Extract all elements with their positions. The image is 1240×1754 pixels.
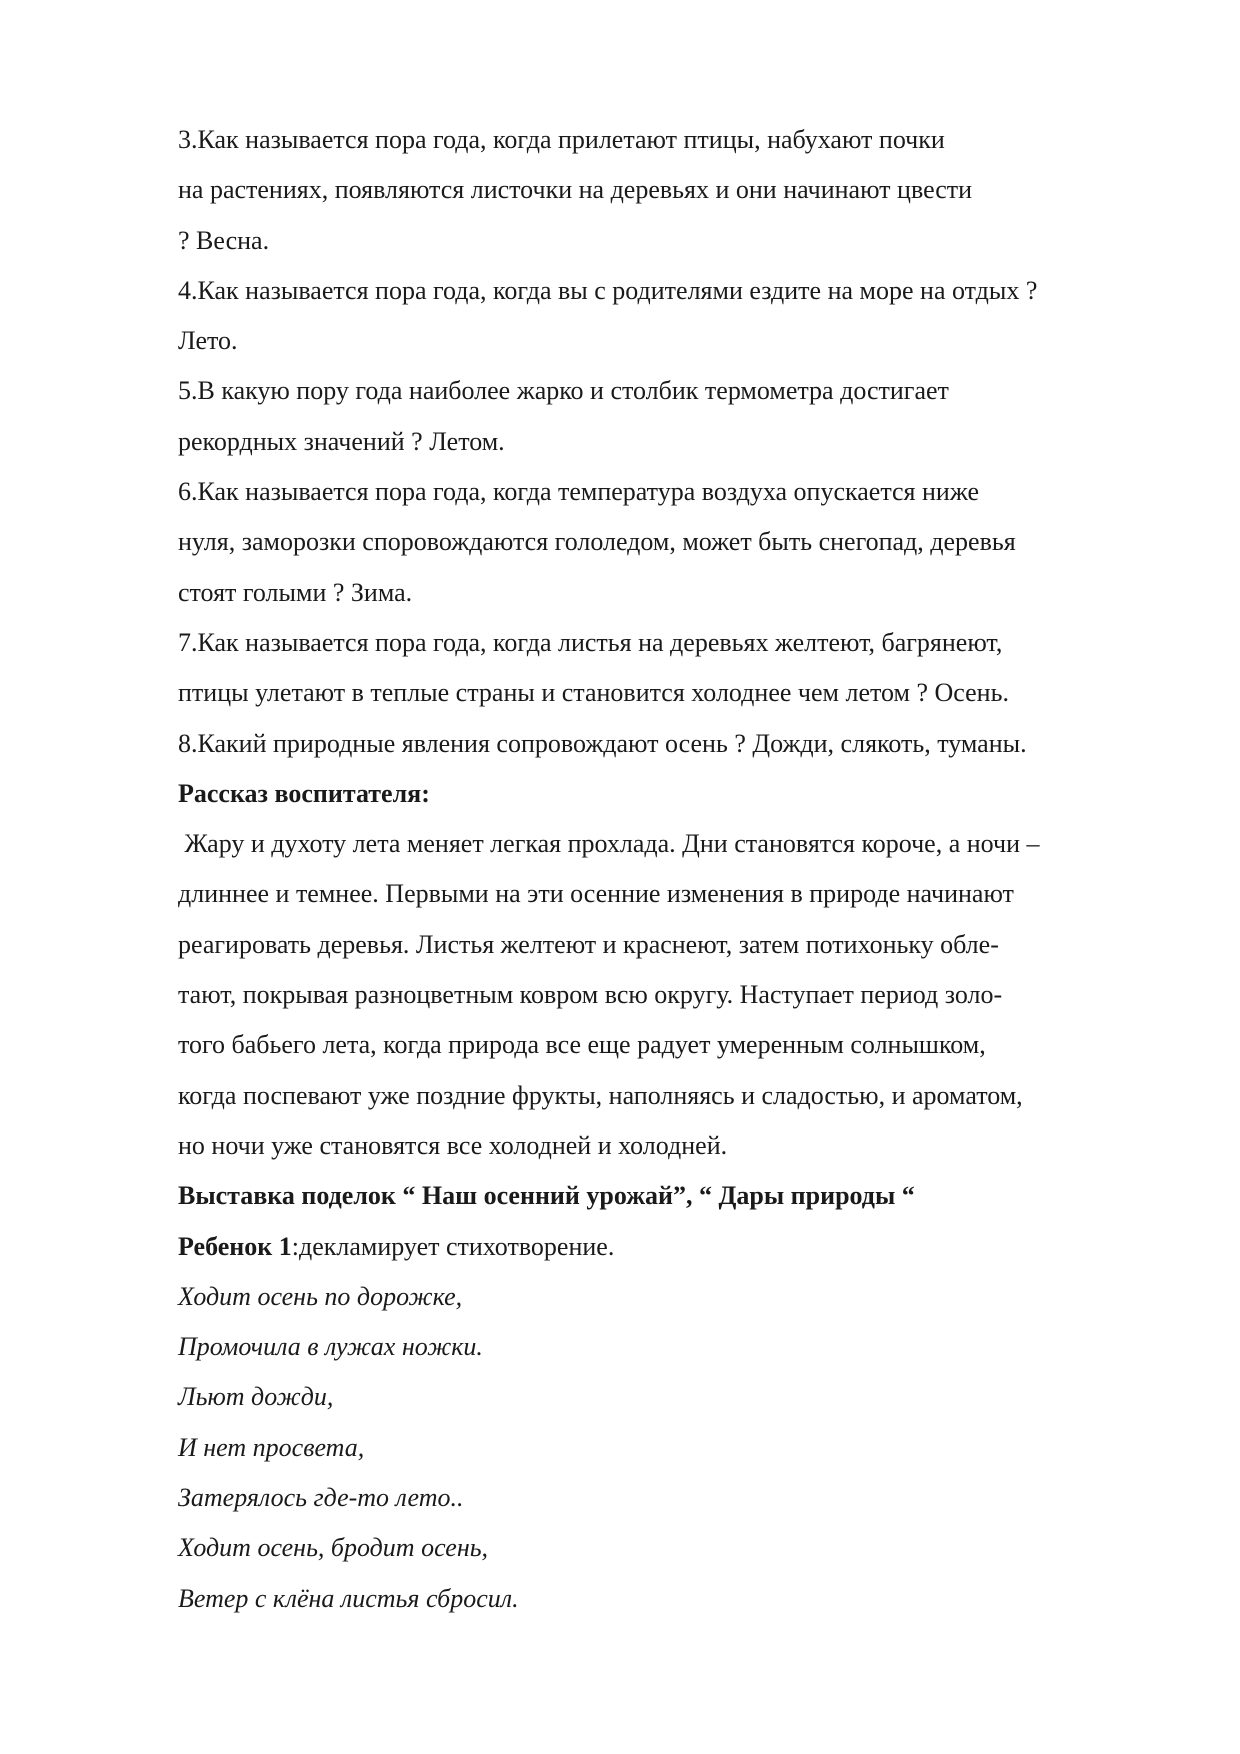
text-line: Лето. [178,326,238,356]
text-line: того бабьего лета, когда природа все еще радует умеренным солнышком, [178,1030,986,1060]
poem-line: И нет просвета, [178,1432,365,1462]
question-4 [178,266,1168,367]
question-5 [178,366,1168,467]
child-recitation-line [178,1222,1168,1272]
text-line: реагировать деревья. Листья желтеют и краснеют, затем потихоньку обле- [178,929,999,959]
poem-line: Ходит осень, бродит осень, [178,1533,489,1563]
text-line: Жару и духоту лета меняет легкая прохлада. Дни становятся короче, а ночи – [178,829,1040,859]
story-paragraph [178,819,1168,1171]
text-line: тают, покрывая разноцветным ковром всю округу. Наступает период золо- [178,980,1003,1010]
text-line: ? Весна. [178,225,270,255]
text-line: но ночи уже становятся все холодней и холодней. [178,1130,728,1160]
text-line: 3.Как называется пора года, когда прилетают птицы, набухают почки [178,125,945,154]
poem [178,1272,1168,1624]
text-line: когда поспевают уже поздние фрукты, наполняясь и сладостью, и ароматом, [178,1080,1023,1110]
poem-line: Промочила в лужах ножки. [178,1332,483,1362]
poem-line: Льют дожди, [178,1382,334,1412]
exhibition-heading: Выставка поделок “ Наш осенний урожай”, “ Дары природы “ [178,1181,915,1211]
question-6 [178,467,1168,618]
poem-line: Ветер с клёна листья сбросил. [178,1583,519,1613]
speaker-label: Ребенок 1 [178,1231,292,1261]
poem-line: Затерялось где-то лето.. [178,1483,464,1513]
text-line: рекордных значений ? Летом. [178,426,505,456]
speaker-action: :декламирует стихотворение. [291,1231,615,1261]
text-line: 5.В какую пору года наиболее жарко и столбик термометра достигает [178,376,949,406]
text-line: стоят голыми ? Зима. [178,577,413,607]
question-8 [178,719,1168,769]
text-line: 6.Как называется пора года, когда температура воздуха опускается ниже [178,477,979,507]
story-heading: Рассказ воспитателя: [178,778,430,808]
poem-line: Ходит осень по дорожке, [178,1281,463,1311]
document-body [178,115,1168,1624]
text-line: 8.Какий природные явления сопровождают осень ? Дожди, слякоть, туманы. [178,728,1027,758]
text-line: птицы улетают в теплые страны и становится холоднее чем летом ? Осень. [178,678,1009,708]
text-line: длиннее и темнее. Первыми на эти осенние изменения в природе начинают [178,879,1014,909]
question-7 [178,618,1168,719]
text-line: 4.Как называется пора года, когда вы с родителями ездите на море на отдых ? [178,275,1038,305]
text-line: 7.Как называется пора года, когда листья на деревьях желтеют, багрянеют, [178,627,1003,657]
text-line: на растениях, появляются листочки на деревьях и они начинают цвести [178,175,973,205]
question-3 [178,115,1168,266]
text-line: нуля, заморозки споровождаются гололедом, может быть снегопад, деревья [178,527,1016,557]
